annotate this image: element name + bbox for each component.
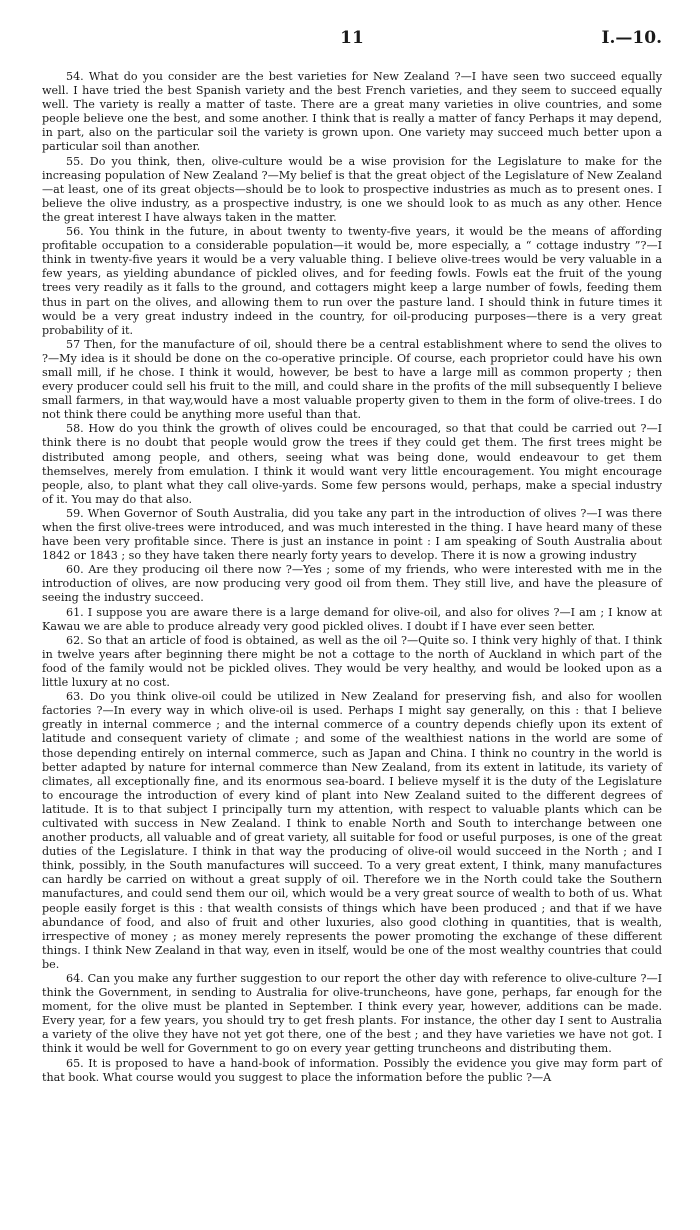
paragraph-q62: 62. So that an article of food is obtained, as well as the oil ?—Quite so. I think very highly of that. I think in twelve years after beginning there might be not a cottage to the north of Auckland in which part of the food of the family would not be pickled olives. They would be very healthy, and would be looked upon as a little luxury at no cost. [42,633,662,690]
document-body [42,70,662,1085]
paragraph-q65: 65. It is proposed to have a hand-book of information. Possibly the evidence you give may form part of that book. What course would you suggest to place the information before the public ?—A [42,1056,662,1084]
page-number: 11 [340,28,364,48]
paragraph-q56: 56. You think in the future, in about twenty to twenty-five years, it would be the means of affording profitable occupation to a considerable population—it would be, more especially, a “ cottage industry ”?—I think in twenty-five years it would be a very valuable thing. I believe olive-trees would be very valuable in a few years, as yielding abundance of pickled olives, and for feeding fowls. Fowls eat the fruit of the young trees very readily as it falls to the ground, and cottagers might keep a large number of fowls, feeding them thus in part on the olives, and allowing them to run over the pasture land. I should think in future times it would be a very great industry indeed in the country, for oil-producing purposes—there is a very great probability of it. [42,225,662,337]
paragraph-q54: 54. What do you consider are the best varieties for New Zealand ?—I have seen two succeed equally well. I have tried the best Spanish variety and the best French varieties, and they seem to succeed equally well. The variety is really a matter of taste. There are a great many varieties in olive countries, and some people believe one the best, and some another. I think that is really a matter of fancy Perhaps it may depend, in part, also on the particular soil the variety is grown upon. One variety may succeed much better upon a particular soil than another. [42,70,662,154]
paragraph-q57: 57 Then, for the manufacture of oil, should there be a central establishment where to send the olives to ?—My idea is it should be done on the co-operative principle. Of course, each proprietor could have his own small mill, if he chose. I think it would, however, be best to have a large mill as common property ; then every producer could sell his fruit to the mill, and could share in the profits of the mill subsequently I believe small farmers, in that way,would have a most valuable property given to them in the form of olive-trees. I do not think there could be anything more useful than that. [42,337,662,422]
document-reference: I.—10. [601,28,662,48]
paragraph-q55: 55. Do you think, then, olive-culture would be a wise provision for the Legislature to make for the increasing population of New Zealand ?—My belief is that the great object of the Legislature of New Zealand—at least, one of its great objects—should be to look to prospective industries as much as to present ones. I believe the olive industry, as a prospective industry, is one we should look to as much as any other. Hence the great interest I have always taken in the matter. [42,154,662,224]
paragraph-q60: 60. Are they producing oil there now ?—Yes ; some of my friends, who were interested with me in the introduction of olives, are now producing very good oil from them. They still live, and have the pleasure of seeing the industry succeed. [42,563,662,605]
paragraph-q59: 59. When Governor of South Australia, did you take any part in the introduction of olives ?—I was there when the first olive-trees were introduced, and was much interested in the thing. I have heard many of these have been very profitable since. There is just an instance in point : I am speaking of South Australia about 1842 or 1843 ; so they have taken there nearly forty years to develop. There it is now a growing industry [42,506,662,563]
paragraph-q64: 64. Can you make any further suggestion to our report the other day with reference to olive-culture ?—I think the Government, in sending to Australia for olive-truncheons, have gone, perhaps, far enough for the moment, for the olive must be planted in September. I think every year, however, additions can be made. Every year, for a few years, you should try to get fresh plants. For instance, the other day I sent to Australia a variety of the olive they have not yet got there, one of the best ; and they have varieties we have not got. I think it would be well for Government to go on every year getting truncheons and distributing them. [42,972,662,1056]
page-header [42,28,662,70]
paragraph-q61: 61. I suppose you are aware there is a large demand for olive-oil, and also for olives ?—I am ; I know at Kawau we are able to produce already very good pickled olives. I doubt if I have ever seen better. [42,605,662,633]
paragraph-q58: 58. How do you think the growth of olives could be encouraged, so that that could be carried out ?—I think there is no doubt that people would grow the trees if they could get them. The first trees might be distributed among people, and others, seeing what was being done, would endeavour to get them themselves, merely from emulation. I think it would want very little encouragement. You might encourage people, also, to plant what they call olive-yards. Some few persons would, perhaps, make a special industry of it. You may do that also. [42,422,662,506]
paragraph-q63: 63. Do you think olive-oil could be utilized in New Zealand for preserving fish, and also for woollen factories ?—In every way in which olive-oil is used. Perhaps I might say generally, on this : that I believe greatly in internal commerce ; and the internal commerce of a country depends chiefly upon its extent of latitude and consequent variety of climate ; and some of the wealthiest nations in the world are some of those depending entirely on internal commerce, such as Japan and China. I think no country in the world is better adapted by nature for internal commerce than New Zealand, from its extent in latitude, its variety of climates, all exceptionally fine, and its enormous sea-board. I believe myself it is the duty of the Legislature to encourage the introduction of every kind of plant into New Zealand suited to the different degrees of latitude. It is to that subject I principally turn my attention, with respect to valuable plants which can be cultivated with success in New Zealand. I think to enable North and South to interchange between one another products, all valuable and of great variety, all suitable for food or useful purposes, is one of the great duties of the Legislature. I think in that way the producing of olive-oil would succeed in the North ; and I think, possibly, in the South manufactures will succeed. To a very great extent, I think, many manufactures can hardly be carried on without a great supply of oil. Therefore we in the North could take the Southern manufactures, and could send them our oil, which would be a very great source of wealth to both of us. What people easily forget is this : that wealth consists of things which have been produced ; and that if we have abundance of food, and also of fruit and other luxuries, also good clothing in quantities, that is wealth, irrespective of money ; as money merely represents the power promoting the exchange of these different things. I think New Zealand in that way, even in itself, would be one of the most wealthy countries that could be. [42,690,662,971]
